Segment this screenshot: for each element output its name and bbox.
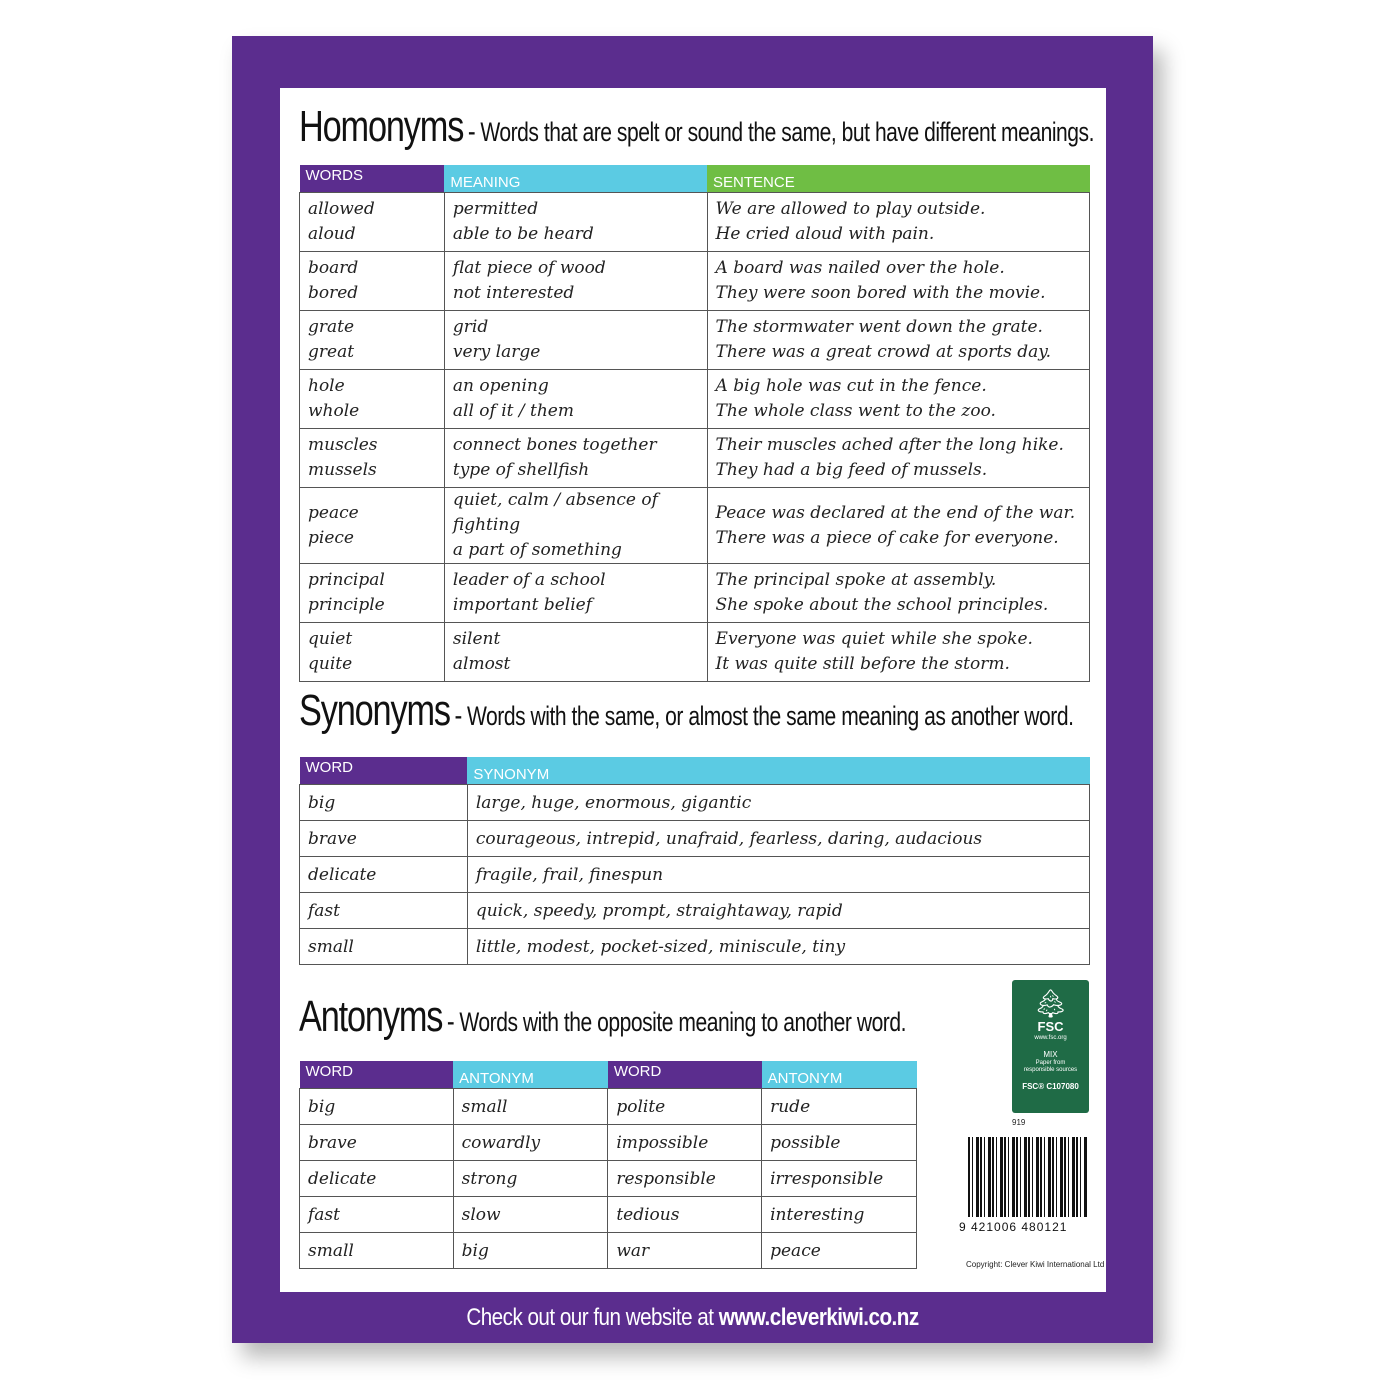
synonyms-table <box>299 757 1090 965</box>
sentence-cell-line: They had a big feed of mussels. <box>715 460 988 480</box>
words-cell-line: principal <box>308 570 385 590</box>
sentence-cell <box>707 564 1089 623</box>
word-cell <box>300 929 468 965</box>
table-row <box>300 370 1090 429</box>
sentence-cell <box>707 623 1089 682</box>
word-cell <box>608 1197 762 1233</box>
homonyms-table <box>299 165 1090 682</box>
word-cell <box>608 1125 762 1161</box>
sentence-cell-line: We are allowed to play outside. <box>715 199 986 219</box>
word-cell <box>608 1233 762 1269</box>
table-row <box>300 311 1090 370</box>
word-cell <box>608 1161 762 1197</box>
word-cell-line: brave <box>308 1132 357 1153</box>
sentence-cell-line: The principal spoke at assembly. <box>715 570 997 590</box>
col-header-antonym: ANTONYM <box>453 1061 608 1089</box>
words-cell <box>300 564 445 623</box>
meaning-cell-line: connect bones together <box>452 435 657 455</box>
word-cell-line: small <box>308 1240 354 1261</box>
word-cell-line: fast <box>308 900 340 921</box>
table-row <box>300 1161 917 1197</box>
words-cell-line: quite <box>308 654 353 674</box>
words-cell-line: muscles <box>308 435 378 455</box>
fsc-logo <box>1012 980 1089 1113</box>
word-cell-line: fast <box>308 1204 340 1225</box>
word-cell <box>300 893 468 929</box>
table-row <box>300 821 1090 857</box>
table-row <box>300 857 1090 893</box>
word-cell <box>300 1197 454 1233</box>
antonym-cell-line: rude <box>770 1096 811 1117</box>
sentence-cell-line: It was quite still before the storm. <box>715 654 1010 674</box>
word-cell-line: tedious <box>616 1204 680 1225</box>
meaning-cell <box>444 488 707 564</box>
sentence-cell-line: There was a piece of cake for everyone. <box>715 527 1059 548</box>
meaning-cell-line: all of it / them <box>452 401 574 421</box>
antonym-cell <box>762 1125 917 1161</box>
meaning-cell-line: leader of a school <box>452 570 606 590</box>
words-cell <box>300 311 445 370</box>
words-cell-line: whole <box>308 401 360 421</box>
words-cell-line: grate <box>308 317 355 337</box>
word-cell <box>300 857 468 893</box>
meaning-cell-line: permitted <box>452 199 539 219</box>
word-cell-line: big <box>308 1096 336 1117</box>
antonym-cell <box>762 1197 917 1233</box>
sentence-cell <box>707 488 1089 564</box>
table-row <box>300 252 1090 311</box>
synonym-cell <box>467 857 1089 893</box>
table-row <box>300 564 1090 623</box>
fsc-paper-line2: responsible sources <box>1023 1067 1078 1073</box>
antonym-cell <box>453 1125 608 1161</box>
antonym-cell-line: slow <box>461 1204 501 1225</box>
col-header-word: WORD <box>608 1061 762 1089</box>
table-row <box>300 623 1090 682</box>
antonym-cell <box>453 1233 608 1269</box>
word-cell-line: war <box>616 1240 650 1261</box>
fsc-site: www.fsc.org <box>1034 1035 1067 1041</box>
sentence-cell-line: Their muscles ached after the long hike. <box>715 435 1064 455</box>
table-row <box>300 429 1090 488</box>
word-cell-line: brave <box>308 828 357 849</box>
words-cell-line: mussels <box>308 460 377 480</box>
word-cell <box>608 1089 762 1125</box>
fsc-brand: FSC <box>1037 1019 1064 1034</box>
words-cell-line: aloud <box>308 224 356 244</box>
word-cell <box>300 1089 454 1125</box>
sentence-cell <box>707 193 1089 252</box>
synonym-cell <box>467 785 1089 821</box>
meaning-cell-line: a part of something <box>452 540 622 560</box>
fsc-license: FSC® C107080 <box>1022 1082 1079 1091</box>
meaning-cell-line: not interested <box>452 283 575 303</box>
fsc-paper-line1: Paper from <box>1035 1060 1066 1066</box>
table-row <box>300 929 1090 965</box>
synonym-cell-line: courageous, intrepid, unafraid, fearless, daring, audacious <box>475 828 983 849</box>
antonym-cell <box>453 1197 608 1233</box>
words-cell-line: peace <box>308 502 359 523</box>
words-cell-line: bored <box>308 283 359 303</box>
table-row <box>300 1233 917 1269</box>
antonym-cell-line: possible <box>770 1132 841 1153</box>
sentence-cell-line: The stormwater went down the grate. <box>715 317 1043 337</box>
homonyms-heading: Homonyms - Words that are spelt or sound the same, but have different meanings. <box>299 102 1094 151</box>
words-cell <box>300 488 445 564</box>
copyright: Copyright: Clever Kiwi International Ltd <box>966 1260 1105 1269</box>
words-cell-line: principle <box>308 595 385 615</box>
synonym-cell-line: fragile, frail, finespun <box>475 864 664 885</box>
words-cell <box>300 370 445 429</box>
meaning-cell-line: flat piece of wood <box>452 258 606 278</box>
antonym-cell-line: big <box>461 1240 489 1261</box>
word-cell-line: small <box>308 936 354 957</box>
barcode <box>968 1137 1088 1217</box>
sentence-cell <box>707 429 1089 488</box>
meaning-cell <box>444 252 707 311</box>
words-cell <box>300 193 445 252</box>
antonym-cell-line: cowardly <box>461 1132 541 1153</box>
word-cell-line: delicate <box>308 1168 377 1189</box>
col-header-synonym: SYNONYM <box>467 757 1089 785</box>
words-cell-line: allowed <box>308 199 375 219</box>
col-header-antonym: ANTONYM <box>762 1061 917 1089</box>
col-header-word: WORD <box>300 757 468 785</box>
antonym-cell <box>762 1089 917 1125</box>
word-cell-line: impossible <box>616 1132 709 1153</box>
word-cell-line: polite <box>616 1096 666 1117</box>
word-cell <box>300 821 468 857</box>
words-cell-line: quiet <box>308 629 353 649</box>
words-cell-line: piece <box>308 527 354 548</box>
table-row <box>300 488 1090 564</box>
word-cell-line: delicate <box>308 864 377 885</box>
sentence-cell-line: A board was nailed over the hole. <box>715 258 1005 278</box>
tree-check-icon: 🌲︎ <box>1032 988 1069 1019</box>
sentence-cell-line: He cried aloud with pain. <box>715 224 935 244</box>
synonym-cell <box>467 821 1089 857</box>
sentence-cell-line: The whole class went to the zoo. <box>715 401 996 421</box>
sentence-cell-line: Peace was declared at the end of the war. <box>715 502 1076 523</box>
website-link[interactable]: www.cleverkiwi.co.nz <box>718 1304 919 1331</box>
word-cell <box>300 1233 454 1269</box>
synonyms-subtitle: Words with the same, or almost the same meaning as another word. <box>467 701 1074 731</box>
words-cell <box>300 429 445 488</box>
fsc-mix: MIX <box>1043 1050 1058 1059</box>
sentence-cell <box>707 370 1089 429</box>
word-cell <box>300 1125 454 1161</box>
synonym-cell <box>467 929 1089 965</box>
words-cell-line: board <box>308 258 359 278</box>
word-cell <box>300 1161 454 1197</box>
meaning-cell <box>444 564 707 623</box>
product-code: 919 <box>1012 1118 1026 1127</box>
antonym-cell-line: peace <box>770 1240 821 1261</box>
synonym-cell <box>467 893 1089 929</box>
sentence-cell-line: They were soon bored with the movie. <box>715 283 1046 303</box>
synonyms-heading: Synonyms - Words with the same, or almost the same meaning as another word. <box>299 686 1074 735</box>
synonym-cell-line: large, huge, enormous, gigantic <box>475 792 752 813</box>
antonyms-title: Antonyms <box>299 992 443 1041</box>
meaning-cell-line: very large <box>452 342 541 362</box>
words-cell <box>300 623 445 682</box>
meaning-cell-line: type of shellfish <box>452 460 590 480</box>
meaning-cell-line: important belief <box>452 595 592 615</box>
meaning-cell <box>444 429 707 488</box>
sentence-cell-line: A big hole was cut in the fence. <box>715 376 987 396</box>
col-header-word: WORD <box>300 1061 454 1089</box>
sentence-cell <box>707 311 1089 370</box>
synonym-cell-line: quick, speedy, prompt, straightaway, rapid <box>475 900 843 921</box>
antonym-cell-line: strong <box>461 1168 518 1189</box>
meaning-cell <box>444 193 707 252</box>
sentence-cell-line: Everyone was quiet while she spoke. <box>715 629 1033 649</box>
meaning-cell-line: almost <box>452 654 511 674</box>
homonyms-title: Homonyms <box>299 102 464 151</box>
meaning-cell-line: quiet, calm / absence of fighting <box>452 490 658 535</box>
meaning-cell <box>444 370 707 429</box>
sentence-cell <box>707 252 1089 311</box>
table-row <box>300 893 1090 929</box>
sentence-cell-line: There was a great crowd at sports day. <box>715 342 1052 362</box>
meaning-cell <box>444 623 707 682</box>
meaning-cell-line: grid <box>452 317 489 337</box>
meaning-cell-line: silent <box>452 629 501 649</box>
antonym-cell <box>762 1161 917 1197</box>
col-header-sentence: SENTENCE <box>707 165 1089 193</box>
antonyms-heading: Antonyms - Words with the opposite meaning to another word. <box>299 992 906 1041</box>
table-row <box>300 1089 917 1125</box>
antonym-cell <box>762 1233 917 1269</box>
words-cell-line: hole <box>308 376 345 396</box>
antonyms-subtitle: Words with the opposite meaning to another word. <box>459 1007 906 1037</box>
antonym-cell-line: interesting <box>770 1204 865 1225</box>
chart-poster <box>232 36 1153 1343</box>
table-row <box>300 1125 917 1161</box>
words-cell <box>300 252 445 311</box>
table-row <box>300 193 1090 252</box>
antonym-cell-line: irresponsible <box>770 1168 884 1189</box>
meaning-cell <box>444 311 707 370</box>
word-cell <box>300 785 468 821</box>
table-row <box>300 1197 917 1233</box>
footer-text: Check out our fun website at <box>466 1304 719 1331</box>
antonym-cell <box>453 1089 608 1125</box>
col-header-meaning: MEANING <box>444 165 707 193</box>
barcode-number: 9 421006 480121 <box>959 1220 1068 1234</box>
homonyms-subtitle: Words that are spelt or sound the same, but have different meanings. <box>480 117 1094 147</box>
word-cell-line: big <box>308 792 336 813</box>
words-cell-line: great <box>308 342 355 362</box>
word-cell-line: responsible <box>616 1168 716 1189</box>
table-row <box>300 785 1090 821</box>
col-header-words: WORDS <box>300 165 445 193</box>
synonyms-title: Synonyms <box>299 686 450 735</box>
poster-page <box>280 88 1106 1292</box>
synonym-cell-line: little, modest, pocket-sized, miniscule, tiny <box>475 936 846 957</box>
antonyms-table <box>299 1061 917 1269</box>
meaning-cell-line: an opening <box>452 376 549 396</box>
antonym-cell-line: small <box>461 1096 508 1117</box>
meaning-cell-line: able to be heard <box>452 224 594 244</box>
antonym-cell <box>453 1161 608 1197</box>
footer-banner <box>296 1298 1088 1338</box>
sentence-cell-line: She spoke about the school principles. <box>715 595 1049 615</box>
